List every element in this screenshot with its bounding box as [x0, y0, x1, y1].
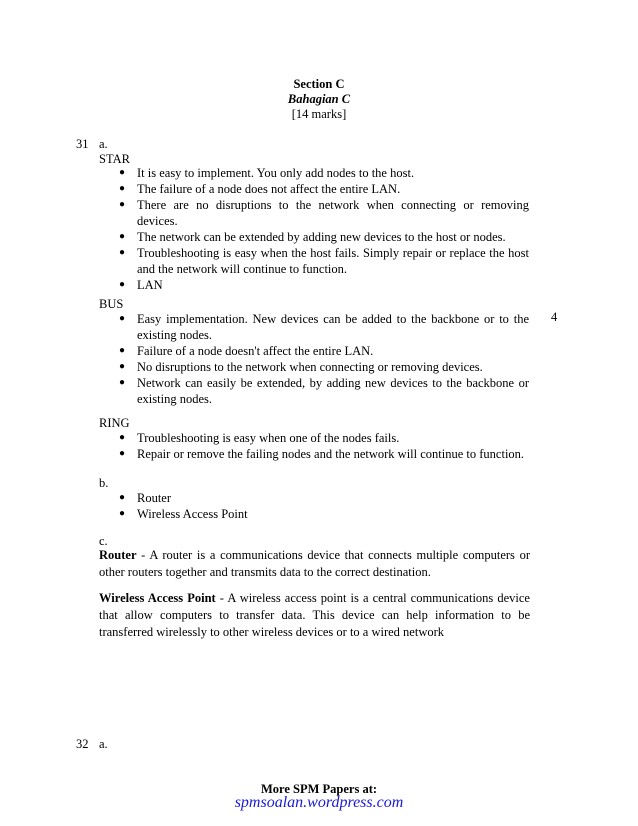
bullet-icon: ●: [119, 377, 126, 388]
star-heading: STAR: [99, 152, 130, 166]
bullet-icon: ●: [119, 279, 126, 290]
question-31-number: 31: [76, 137, 89, 151]
question-31-part-c: c.: [99, 534, 108, 548]
bullet-icon: ●: [119, 183, 126, 194]
list-item: ● Wireless Access Point: [119, 507, 248, 521]
list-item: ● The network can be extended by adding new devices to the host or nodes.: [119, 230, 506, 244]
bullet-icon: ●: [119, 167, 126, 178]
question-32-part-a: a.: [99, 737, 108, 751]
bullet-icon: ●: [119, 199, 126, 210]
bullet-icon: ●: [119, 508, 126, 519]
wap-definition: Wireless Access Point - A wireless access point is a central communications device that allow computers to transfer data. This device can help information to be transferred wirelessly to other wireless devices or to a wired network: [99, 591, 530, 639]
section-title-malay: Bahagian C: [287, 92, 351, 106]
section-marks: [14 marks]: [291, 107, 347, 121]
question-32-number: 32: [76, 737, 89, 751]
question-31-part-b: b.: [99, 476, 109, 490]
question-31-part-a: a.: [99, 137, 108, 151]
list-item: ● LAN: [119, 278, 163, 292]
list-item: ● Troubleshooting is easy when one of the nodes fails.: [119, 431, 400, 445]
list-item: ● It is easy to implement. You only add nodes to the host.: [119, 166, 415, 180]
ring-list: [99, 430, 529, 462]
bullet-icon: ●: [119, 313, 126, 324]
list-item: ● Router: [119, 491, 172, 505]
list-item: ● Failure of a node doesn't affect the entire LAN.: [119, 344, 374, 358]
list-item: ● Easy implementation. New devices can be added to the backbone or to the existing nodes.: [119, 312, 529, 342]
wap-term: Wireless Access Point: [99, 591, 216, 605]
bus-list: [99, 311, 529, 407]
router-definition: Router - A router is a communications device that connects multiple computers or other routers together and transmits data to the correct destination.: [99, 548, 530, 579]
router-term: Router: [99, 548, 137, 562]
list-item: ● No disruptions to the network when connecting or removing devices.: [119, 360, 483, 374]
bus-heading: BUS: [99, 297, 124, 311]
ring-heading: RING: [99, 416, 130, 430]
bullet-icon: ●: [119, 432, 126, 443]
bullet-icon: ●: [119, 492, 126, 503]
bullet-icon: ●: [119, 345, 126, 356]
section-title: Section C: [293, 77, 345, 91]
footer-more: More SPM Papers at:: [260, 782, 378, 796]
bullet-icon: ●: [119, 247, 126, 258]
list-item: ● The failure of a node does not affect the entire LAN.: [119, 182, 401, 196]
marks-value: 4: [551, 310, 558, 324]
footer-site-link[interactable]: spmsoalan.wordpress.com: [234, 794, 404, 811]
list-item: ● Network can easily be extended, by adding new devices to the backbone or existing nodes.: [119, 376, 529, 406]
list-item: ● Troubleshooting is easy when the host fails. Simply repair or replace the host and the network will continue to function.: [119, 246, 529, 276]
list-item: ● Repair or remove the failing nodes and the network will continue to function.: [119, 447, 525, 461]
bullet-icon: ●: [119, 448, 126, 459]
bullet-icon: ●: [119, 231, 126, 242]
list-item: ● There are no disruptions to the network when connecting or removing devices.: [119, 198, 529, 228]
device-list: [99, 490, 529, 522]
star-list: [99, 165, 529, 293]
bullet-icon: ●: [119, 361, 126, 372]
